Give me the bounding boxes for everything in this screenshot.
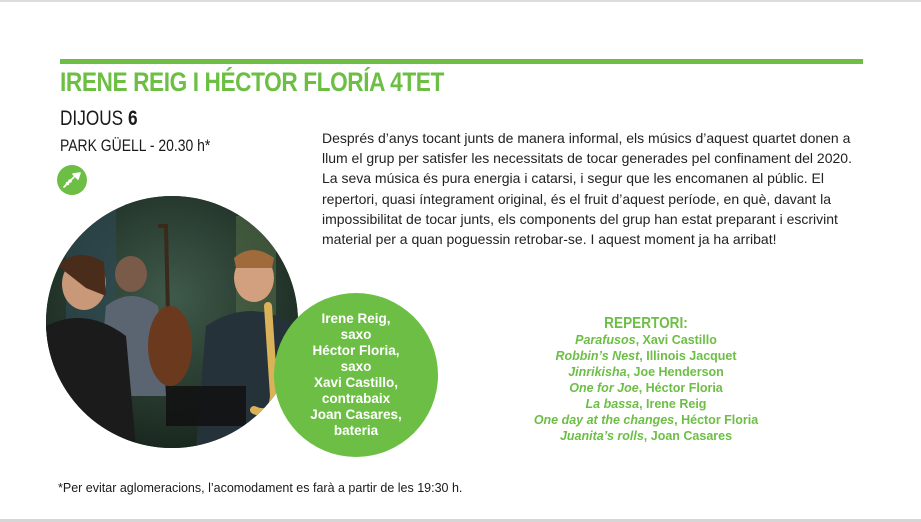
piece-title: One for Joe xyxy=(569,381,639,395)
piece-composer: , Joe Henderson xyxy=(626,365,724,379)
trumpet-icon xyxy=(57,165,87,195)
member-instrument: saxo xyxy=(340,359,372,374)
footnote: *Per evitar aglomeracions, l’acomodament es farà a partir de les 19:30 h. xyxy=(58,481,463,495)
event-title: IRENE REIG I HÉCTOR FLORÍA 4TET xyxy=(60,67,444,97)
piece-composer: , Xavi Castillo xyxy=(635,333,717,347)
top-divider xyxy=(0,0,921,2)
piece-title: One day at the changes xyxy=(533,413,675,427)
piece-title: Parafusos xyxy=(575,333,636,347)
member-instrument: saxo xyxy=(340,327,372,342)
repertoire-item xyxy=(500,364,792,380)
member-name: Héctor Floria, xyxy=(312,343,400,358)
piece-title: Juanita’s rolls xyxy=(559,429,644,443)
event-day xyxy=(60,107,138,131)
band-photo-illustration xyxy=(46,196,298,448)
piece-composer: , Joan Casares xyxy=(643,429,733,443)
repertoire-item xyxy=(500,412,792,428)
piece-title: Robbin’s Nest xyxy=(555,349,640,363)
piece-composer: , Héctor Floria xyxy=(674,413,759,427)
repertoire-item xyxy=(500,380,792,396)
lineup-text xyxy=(286,311,426,439)
member-name: Xavi Castillo, xyxy=(313,375,399,390)
member-instrument: bateria xyxy=(333,423,379,438)
day-number: 6 xyxy=(127,107,138,130)
piece-composer: , Illinois Jacquet xyxy=(639,349,737,363)
piece-title: La bassa xyxy=(585,397,640,411)
member-instrument: contrabaix xyxy=(321,391,391,406)
member-name: Joan Casares, xyxy=(310,407,402,422)
lineup-circle xyxy=(274,293,438,457)
piece-title: Jinrikisha xyxy=(568,365,627,379)
repertoire-item xyxy=(500,332,792,348)
event-place-time: PARK GÜELL - 20.30 h* xyxy=(60,136,211,155)
band-photo xyxy=(46,196,298,448)
repertoire-list xyxy=(500,332,792,444)
piece-composer: , Irene Reig xyxy=(639,397,707,411)
repertoire-item xyxy=(500,428,792,444)
repertoire-item xyxy=(500,348,792,364)
piece-composer: , Héctor Floria xyxy=(638,381,723,395)
event-description: Després d’anys tocant junts de manera informal, els músics d’aquest quartet donen a llum el grup per satisfer les necessitats de tocar generades pel confinament del 2020. La seva música és pura energia i catarsi, i segur que les encomanen al públic. El repertori, quasi íntegrament original, és el fruit d’aquest període, en què, davant la impossibilitat de tocar junts, els components del grup han estat preparant i escrivint material per a quan poguessin retrobar-se. I aquest moment ja ha arribat! xyxy=(322,130,852,248)
repertoire-title: REPERTORI: xyxy=(604,315,688,332)
member-name: Irene Reig, xyxy=(321,311,391,326)
title-rule xyxy=(60,59,863,64)
day-label: DIJOUS xyxy=(60,107,124,130)
trumpet-icon-glyph xyxy=(61,169,83,191)
repertoire-item xyxy=(500,396,792,412)
